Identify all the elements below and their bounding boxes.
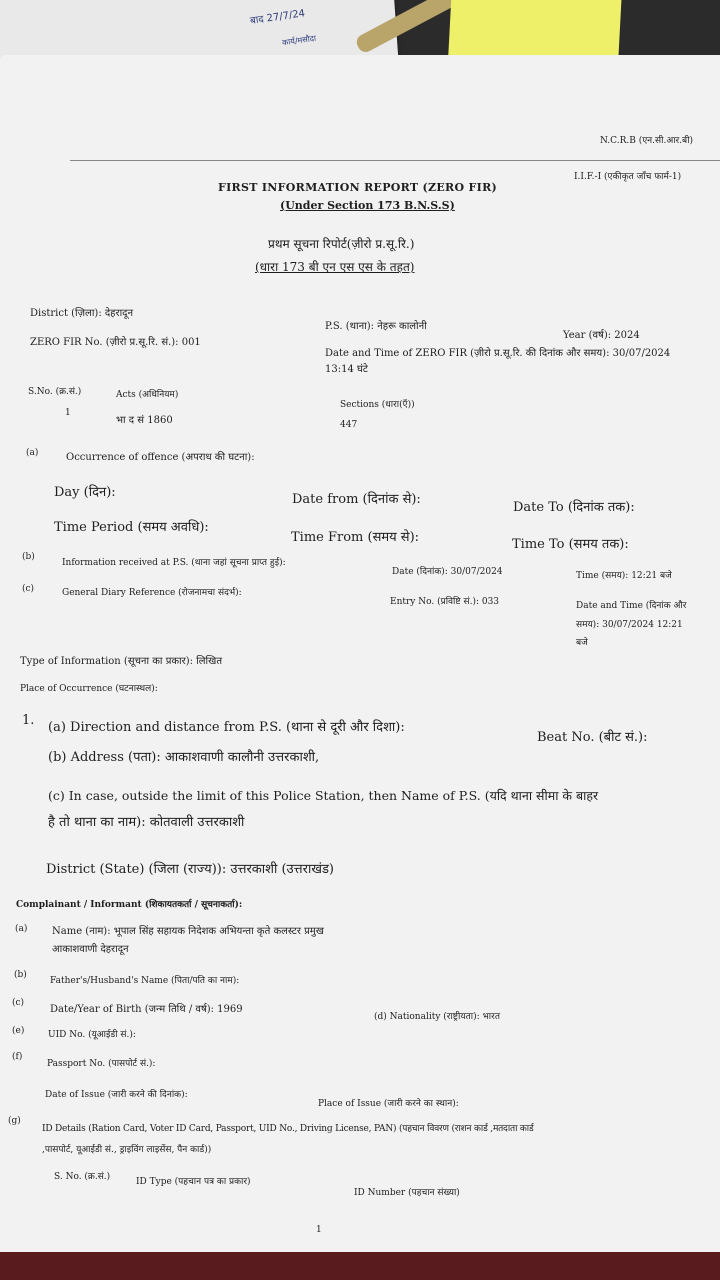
fir-datetime: Date and Time of ZERO FIR (ज़ीरो प्र.सू.रि. की दिनांक और समय): 30/07/2024	[325, 348, 671, 359]
place-number: 1.	[22, 713, 35, 728]
subtitle-hi: (धारा 173 बी एन एस एस के तहत)	[255, 260, 415, 274]
gd-datetime-1: Date and Time (दिनांक और	[576, 601, 687, 611]
info-date: Date (दिनांक): 30/07/2024	[392, 567, 503, 577]
beat-label: Beat No. (बीट सं.):	[537, 730, 648, 745]
act-value: भा द सं 1860	[116, 415, 173, 426]
id-details-line2: ,पासपोर्ट, यूआईडी सं., ड्राइविंग लाइसेंस, पैन कार्ड))	[42, 1145, 212, 1155]
nationality-field: (d) Nationality (राष्ट्रीयता): भारत	[374, 1012, 500, 1022]
date-from-label: Date from (दिनांक से):	[292, 492, 421, 507]
fir-document	[0, 55, 720, 1255]
zero-fir-no: ZERO FIR No. (ज़ीरो प्र.सू.रि. सं.): 001	[30, 337, 201, 348]
sections-header: Sections (धारा(एँ))	[340, 400, 415, 410]
time-to-label: Time To (समय तक):	[512, 537, 629, 552]
year-field: Year (वर्ष): 2024	[563, 330, 640, 341]
district-field: District (ज़िला): देहरादून	[30, 308, 134, 319]
desk-edge	[0, 1252, 720, 1280]
fir-time: 13:14 घंटे	[325, 364, 368, 375]
gd-marker: (c)	[22, 584, 35, 594]
uid-label: UID No. (यूआईडी सं.):	[48, 1030, 136, 1040]
outside-ps-line2: है तो थाना का नाम): कोतवाली उत्तरकाशी	[48, 815, 245, 830]
info-type: Type of Information (सूचना का प्रकार): लिखित	[20, 656, 223, 667]
ncrb-label: N.C.R.B (एन.सी.आर.बी)	[600, 136, 694, 146]
occurrence-label: Occurrence of offence (अपराध की घटना):	[66, 452, 255, 463]
title-hi: प्रथम सूचना रिपोर्ट(ज़ीरो प्र.सू.रि.)	[268, 237, 415, 251]
info-time: Time (समय): 12:21 बजे	[576, 571, 672, 581]
gd-ref-label: General Diary Reference (रोजनामचा संदर्भ):	[62, 588, 242, 598]
issue-date-label: Date of Issue (जारी करने की दिनांक):	[45, 1090, 188, 1100]
outside-ps-line1: (c) In case, outside the limit of this Police Station, then Name of P.S. (यदि थाना सीमा के बाहर	[48, 788, 599, 803]
complainant-e: (e)	[12, 1026, 25, 1036]
time-period-label: Time Period (समय अवधि):	[54, 520, 209, 535]
direction-label: (a) Direction and distance from P.S. (थाना से दूरी और दिशा):	[48, 720, 405, 735]
complainant-b: (b)	[14, 970, 27, 980]
complainant-f: (f)	[12, 1052, 23, 1062]
gd-datetime-2: समय): 30/07/2024 12:21	[576, 620, 683, 630]
gd-datetime-3: बजे	[576, 638, 588, 648]
acts-sno-header: S.No. (क्र.सं.)	[28, 387, 82, 397]
id-col-sno: S. No. (क्र.सं.)	[54, 1172, 111, 1182]
dob-field: Date/Year of Birth (जन्म तिथि / वर्ष): 1969	[50, 1004, 243, 1015]
info-received-label: Information received at P.S. (थाना जहां सूचना प्राप्त हुई):	[62, 558, 286, 568]
address-field: (b) Address (पता): आकाशवाणी कालौनी उत्तरकाशी,	[48, 750, 320, 765]
acts-sno-value: 1	[65, 408, 71, 418]
complainant-label: Complainant / Informant (शिकायतकर्ता / सूचनाकर्ता):	[16, 900, 243, 910]
id-col-number: ID Number (पहचान संख्या)	[354, 1188, 460, 1198]
time-from-label: Time From (समय से):	[291, 530, 420, 545]
complainant-name-2: आकाशवाणी देहरादून	[52, 944, 129, 955]
ps-field: P.S. (थाना): नेहरू कालोनी	[325, 321, 427, 332]
header-rule	[70, 160, 720, 161]
complainant-c: (c)	[12, 998, 25, 1008]
district-state: District (State) (जिला (राज्य)): उत्तरकाशी (उत्तराखंड)	[46, 862, 334, 877]
info-marker: (b)	[22, 552, 35, 562]
complainant-name: Name (नाम): भूपाल सिंह सहायक निदेशक अभियन्ता कृते कलस्टर प्रमुख	[52, 926, 324, 937]
complainant-g: (g)	[8, 1116, 21, 1126]
acts-header: Acts (अधिनियम)	[116, 390, 179, 400]
page-number: 1	[316, 1225, 322, 1235]
place-label: Place of Occurrence (घटनास्थल):	[20, 684, 158, 694]
handwritten-subnote: कार्य/मसौदा	[281, 33, 317, 48]
issue-place-label: Place of Issue (जारी करने का स्थान):	[318, 1099, 459, 1109]
entry-no: Entry No. (प्रविष्टि सं.): 033	[390, 597, 500, 607]
father-name-label: Father's/Husband's Name (पिता/पति का नाम):	[50, 976, 240, 986]
id-details-line1: ID Details (Ration Card, Voter ID Card, Passport, UID No., Driving License, PAN) (पहचान विवरण (राशन कार्ड ,मतदाता कार्ड	[42, 1124, 534, 1134]
id-col-type: ID Type (पहचान पत्र का प्रकार)	[136, 1177, 251, 1187]
occurrence-marker: (a)	[26, 448, 39, 458]
passport-label: Passport No. (पासपोर्ट सं.):	[47, 1059, 156, 1069]
handwritten-note: बाद 27/7/24	[249, 8, 306, 27]
iif-label: I.I.F.-I (एकीकृत जाँच फार्म-1)	[574, 172, 682, 182]
day-label: Day (दिन):	[54, 485, 116, 500]
title-en: FIRST INFORMATION REPORT (ZERO FIR)	[218, 181, 498, 194]
section-value: 447	[340, 420, 358, 430]
complainant-a: (a)	[15, 924, 28, 934]
date-to-label: Date To (दिनांक तक):	[513, 500, 635, 515]
subtitle-en: (Under Section 173 B.N.S.S)	[280, 199, 455, 212]
